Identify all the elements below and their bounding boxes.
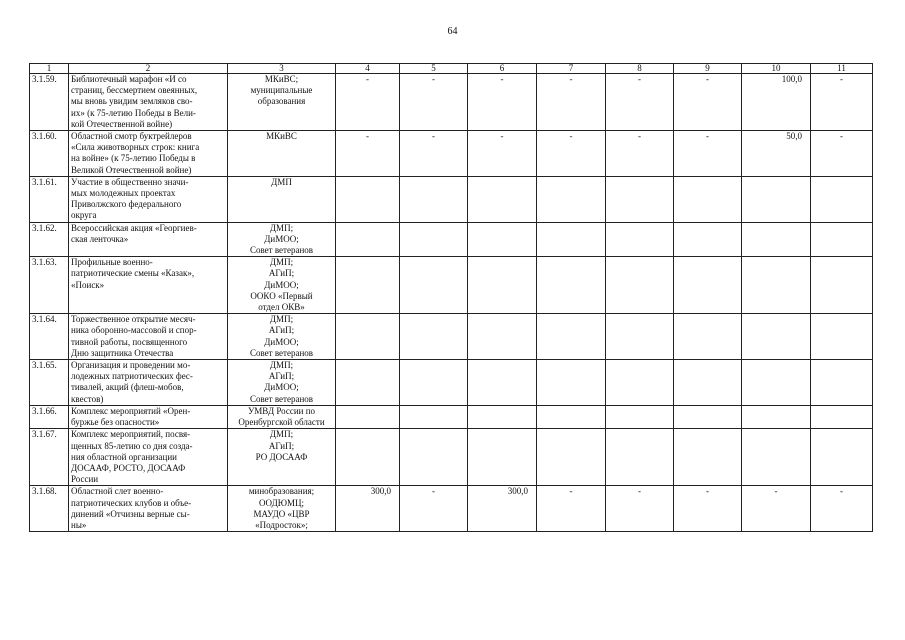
- executor: [228, 222, 336, 257]
- event-name-line: их» (к 75-летию Победы в Вели-: [71, 107, 196, 118]
- funding-cell: [811, 360, 873, 406]
- funding-cell: 100,0: [742, 74, 811, 131]
- executor: [228, 131, 336, 177]
- row-number: 3.1.67.: [30, 429, 69, 486]
- funding-cell: [537, 176, 606, 222]
- row-number: 3.1.64.: [30, 314, 69, 360]
- event-name-line: Библиотечный марафон «И со: [71, 74, 187, 84]
- table-row: [30, 131, 873, 177]
- funding-cell: [400, 176, 468, 222]
- funding-cell: [742, 222, 811, 257]
- funding-cell: -: [400, 486, 468, 532]
- event-name-line: Областной смотр буктрейлеров: [71, 131, 192, 142]
- funding-cell: -: [674, 131, 742, 177]
- funding-cell: [537, 429, 606, 486]
- funding-cell: -: [811, 131, 873, 177]
- funding-cell: -: [674, 486, 742, 532]
- table-row: [30, 176, 873, 222]
- executor-line: минобразования;: [248, 486, 315, 497]
- event-name: [69, 222, 228, 257]
- funding-cell: [674, 314, 742, 360]
- funding-cell: [468, 405, 537, 428]
- header-row: [30, 64, 873, 74]
- funding-cell: [606, 176, 674, 222]
- funding-cell: [400, 314, 468, 360]
- executor-line: образования: [257, 96, 306, 107]
- funding-cell: -: [537, 486, 606, 532]
- funding-cell: -: [537, 74, 606, 131]
- event-name: [69, 429, 228, 486]
- funding-cell: [674, 405, 742, 428]
- table-row: [30, 360, 873, 406]
- event-name-line: округа: [71, 210, 97, 221]
- event-name-line: тивной работы, посвященного: [71, 336, 188, 347]
- executor-line: «Подросток»;: [255, 519, 308, 530]
- funding-cell: -: [811, 486, 873, 532]
- table-row: [30, 314, 873, 360]
- executor-line: ДиМОО;: [264, 279, 299, 290]
- executor-line: ДМП;: [269, 257, 294, 268]
- event-name-line: Областной слет военно-: [71, 486, 164, 497]
- funding-cell: [336, 257, 400, 314]
- funding-cell: [400, 257, 468, 314]
- executor-line: МАУДО «ЦВР: [253, 508, 310, 519]
- funding-cell: [606, 405, 674, 428]
- row-number: 3.1.66.: [30, 405, 69, 428]
- executor-line: Совет ветеранов: [249, 245, 314, 256]
- executor-line: ООКО «Первый: [250, 290, 313, 301]
- executor-line: ДМП: [271, 176, 292, 187]
- funding-cell: [606, 222, 674, 257]
- event-name-line: квестов): [71, 393, 104, 404]
- page-number: 64: [447, 26, 458, 37]
- funding-cell: [537, 257, 606, 314]
- event-name-line: Комплекс мероприятий «Орен-: [71, 405, 191, 416]
- event-name-line: Комплекс мероприятий, посвя-: [71, 429, 191, 440]
- executor-line: ДМП;: [269, 429, 294, 440]
- table-row: [30, 257, 873, 314]
- event-name-line: Профильные военно-: [71, 257, 153, 268]
- executor-line: УМВД России по: [247, 405, 316, 416]
- funding-cell: [537, 314, 606, 360]
- funding-cell: [674, 222, 742, 257]
- table-row: [30, 74, 873, 131]
- funding-cell: [811, 257, 873, 314]
- funding-cell: [811, 314, 873, 360]
- executor-line: муниципальные: [250, 85, 313, 96]
- executor-line: ДиМОО;: [264, 233, 299, 244]
- funding-cell: [336, 176, 400, 222]
- executor-line: АГиП;: [268, 325, 295, 336]
- executor: [228, 405, 336, 428]
- funding-cell: [742, 405, 811, 428]
- executor-line: АГиП;: [268, 440, 295, 451]
- funding-cell: [468, 314, 537, 360]
- event-name-line: ника оборонно-массовой и спор-: [71, 325, 197, 336]
- executor-line: МКиВС;: [264, 74, 299, 84]
- event-name: [69, 74, 228, 131]
- funding-cell: [742, 314, 811, 360]
- funding-cell: -: [742, 486, 811, 532]
- event-name: [69, 131, 228, 177]
- event-name-line: лодежных патриотических фес-: [71, 371, 193, 382]
- event-name-line: ны»: [71, 519, 87, 530]
- executor-line: АГиП;: [268, 268, 295, 279]
- column-header: 2: [69, 64, 228, 74]
- funding-cell: [336, 429, 400, 486]
- funding-cell: [811, 405, 873, 428]
- executor-line: ДиМОО;: [264, 382, 299, 393]
- event-name-line: ская ленточка»: [71, 233, 129, 244]
- funding-cell: [742, 176, 811, 222]
- event-name-line: ДОСААФ, РОСТО, ДОСААФ: [71, 462, 186, 473]
- event-name-line: Организация и проведении мо-: [71, 360, 191, 371]
- executor: [228, 314, 336, 360]
- executor: [228, 176, 336, 222]
- event-name: [69, 314, 228, 360]
- event-name: [69, 360, 228, 406]
- funding-cell: [811, 222, 873, 257]
- column-header: 4: [336, 64, 400, 74]
- event-name-line: патриотических клубов и объе-: [71, 497, 192, 508]
- program-table: [29, 63, 873, 532]
- event-name-line: на войне» (к 75-летию Победы в: [71, 153, 196, 164]
- table-row: [30, 486, 873, 532]
- funding-cell: [468, 257, 537, 314]
- column-header: 10: [742, 64, 811, 74]
- funding-cell: 50,0: [742, 131, 811, 177]
- event-name-line: ния областной организации: [71, 451, 177, 462]
- funding-cell: -: [606, 486, 674, 532]
- event-name: [69, 405, 228, 428]
- funding-cell: -: [400, 131, 468, 177]
- event-name-line: щенных 85-летию со дня созда-: [71, 440, 193, 451]
- funding-cell: [336, 314, 400, 360]
- column-header: 8: [606, 64, 674, 74]
- event-name-line: «Поиск»: [71, 279, 105, 290]
- executor-line: МКиВС: [266, 131, 297, 142]
- funding-cell: 300,0: [336, 486, 400, 532]
- event-name-line: Участие в общественно значи-: [71, 176, 189, 187]
- funding-cell: -: [537, 131, 606, 177]
- funding-cell: [336, 405, 400, 428]
- column-header: 9: [674, 64, 742, 74]
- event-name-line: мы вновь увидим земляков сво-: [71, 96, 193, 107]
- funding-cell: [400, 405, 468, 428]
- funding-cell: [468, 429, 537, 486]
- funding-cell: [468, 360, 537, 406]
- event-name-line: кой Отечественной войне): [71, 118, 173, 129]
- funding-cell: [606, 429, 674, 486]
- funding-cell: [674, 176, 742, 222]
- funding-cell: [811, 176, 873, 222]
- funding-cell: [468, 176, 537, 222]
- funding-cell: [468, 222, 537, 257]
- row-number: 3.1.68.: [30, 486, 69, 532]
- funding-cell: [606, 257, 674, 314]
- funding-cell: [336, 360, 400, 406]
- executor-line: ООДЮМЦ;: [259, 497, 304, 508]
- row-number: 3.1.65.: [30, 360, 69, 406]
- executor-line: ДМП;: [269, 360, 294, 371]
- funding-cell: -: [468, 74, 537, 131]
- executor-line: Совет ветеранов: [249, 347, 314, 358]
- table-row: [30, 405, 873, 428]
- row-number: 3.1.62.: [30, 222, 69, 257]
- row-number: 3.1.59.: [30, 74, 69, 131]
- funding-cell: [606, 360, 674, 406]
- funding-cell: -: [336, 74, 400, 131]
- event-name-line: России: [71, 474, 99, 485]
- event-name-line: динений «Отчизны верные сы-: [71, 508, 190, 519]
- funding-cell: -: [400, 74, 468, 131]
- funding-cell: [674, 429, 742, 486]
- row-number: 3.1.61.: [30, 176, 69, 222]
- executor-line: АГиП;: [268, 371, 295, 382]
- funding-cell: -: [606, 131, 674, 177]
- event-name-line: буржье без опасности»: [71, 417, 160, 428]
- executor-line: отдел ОКВ»: [258, 302, 305, 313]
- funding-cell: [742, 429, 811, 486]
- funding-cell: [811, 429, 873, 486]
- funding-cell: [537, 222, 606, 257]
- funding-cell: [674, 257, 742, 314]
- executor: [228, 486, 336, 532]
- executor-line: Совет ветеранов: [249, 393, 314, 404]
- executor: [228, 360, 336, 406]
- funding-cell: [606, 314, 674, 360]
- event-name-line: тивалей, акций (флеш-мобов,: [71, 382, 184, 393]
- event-name-line: страниц, бессмертием овеянных,: [71, 85, 198, 96]
- funding-cell: [674, 360, 742, 406]
- event-name-line: Приволжского федерального: [71, 199, 182, 210]
- column-header: 11: [811, 64, 873, 74]
- column-header: 3: [228, 64, 336, 74]
- event-name: [69, 486, 228, 532]
- event-name: [69, 257, 228, 314]
- event-name-line: патриотические смены «Казак»,: [71, 268, 195, 279]
- funding-cell: [400, 360, 468, 406]
- column-header: 5: [400, 64, 468, 74]
- event-name: [69, 176, 228, 222]
- event-name-line: Всероссийская акция «Георгиев-: [71, 222, 197, 233]
- funding-cell: [742, 257, 811, 314]
- funding-cell: 300,0: [468, 486, 537, 532]
- table-row: [30, 429, 873, 486]
- funding-cell: [400, 222, 468, 257]
- row-number: 3.1.63.: [30, 257, 69, 314]
- funding-cell: -: [468, 131, 537, 177]
- funding-cell: [336, 222, 400, 257]
- column-header: 7: [537, 64, 606, 74]
- executor: [228, 74, 336, 131]
- funding-cell: -: [606, 74, 674, 131]
- executor: [228, 257, 336, 314]
- event-name-line: Великой Отечественной войне): [71, 164, 192, 175]
- event-name-line: мых молодежных проектах: [71, 188, 176, 199]
- executor-line: РО ДОСААФ: [255, 451, 308, 462]
- event-name-line: Торжественное открытие месяч-: [71, 314, 196, 325]
- funding-cell: -: [674, 74, 742, 131]
- table-row: [30, 222, 873, 257]
- executor-line: Оренбургской области: [238, 417, 325, 428]
- funding-cell: [537, 405, 606, 428]
- executor-line: ДиМОО;: [264, 336, 299, 347]
- funding-cell: -: [336, 131, 400, 177]
- row-number: 3.1.60.: [30, 131, 69, 177]
- executor: [228, 429, 336, 486]
- column-header: 1: [30, 64, 69, 74]
- event-name-line: Дню защитника Отечества: [71, 347, 174, 358]
- column-header: 6: [468, 64, 537, 74]
- executor-line: ДМП;: [269, 314, 294, 325]
- funding-cell: [742, 360, 811, 406]
- funding-cell: [400, 429, 468, 486]
- event-name-line: «Сила животворных строк: книга: [71, 142, 200, 153]
- funding-cell: -: [811, 74, 873, 131]
- funding-cell: [537, 360, 606, 406]
- executor-line: ДМП;: [269, 222, 294, 233]
